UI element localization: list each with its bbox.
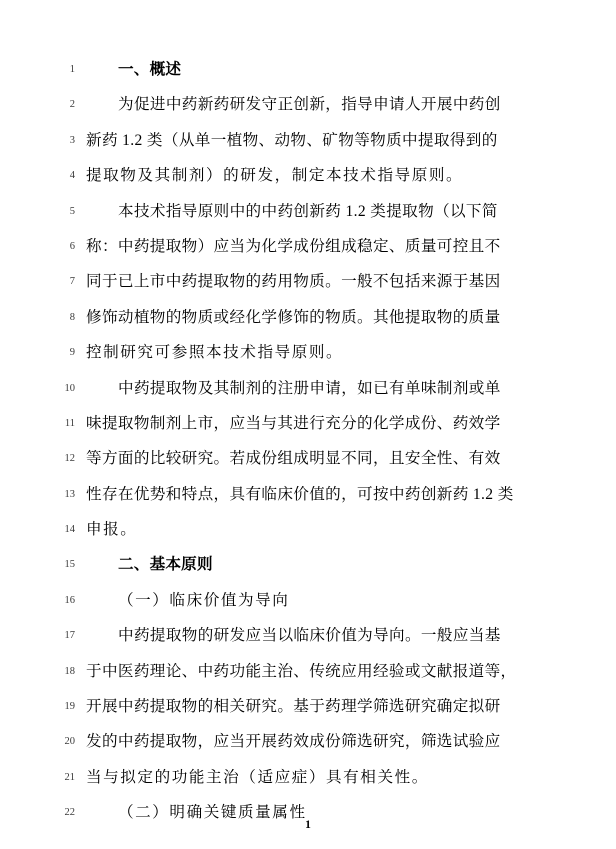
line-number: 19 bbox=[64, 701, 75, 713]
line-text: 同于已上市中药提取物的药用物质。一般不包括来源于基因 bbox=[86, 273, 501, 291]
text-line bbox=[69, 264, 558, 299]
line-number: 8 bbox=[69, 311, 75, 323]
line-text: 开展中药提取物的相关研究。基于药理学筛选研究确定拟研 bbox=[86, 698, 501, 716]
line-text: （一）临床价值为导向 bbox=[118, 591, 290, 609]
line-text: 本技术指导原则中的中药创新药 1.2 类提取物（以下简 bbox=[118, 202, 498, 220]
line-text: 性存在优势和特点，具有临床价值的，可按中药创新药 1.2 类 bbox=[86, 485, 514, 503]
line-number: 15 bbox=[64, 559, 75, 571]
line-text: 味提取物制剂上市，应当与其进行充分的化学成份、药效学 bbox=[86, 414, 501, 432]
line-number: 2 bbox=[69, 99, 75, 111]
line-number: 21 bbox=[64, 771, 75, 783]
text-line bbox=[69, 300, 558, 335]
line-number: 3 bbox=[69, 134, 75, 146]
line-number: 6 bbox=[69, 240, 75, 252]
line-text: 一、概述 bbox=[118, 61, 182, 78]
line-text: 中药提取物的研发应当以临床价值为导向。一般应当基 bbox=[118, 627, 501, 645]
line-number: 7 bbox=[69, 276, 75, 288]
text-line bbox=[69, 229, 558, 264]
text-line bbox=[64, 583, 558, 618]
line-number: 20 bbox=[64, 736, 75, 748]
text-line bbox=[64, 760, 558, 795]
line-text: 新药 1.2 类（从单一植物、动物、矿物等物质中提取得到的 bbox=[86, 131, 498, 149]
text-line bbox=[64, 689, 558, 724]
line-number: 18 bbox=[64, 665, 75, 677]
line-number: 13 bbox=[64, 488, 75, 500]
text-line bbox=[64, 547, 558, 582]
text-line bbox=[64, 441, 558, 476]
line-text: 中药提取物及其制剂的注册申请，如已有单味制剂或单 bbox=[118, 379, 501, 397]
line-text: 发的中药提取物，应当开展药效成份筛选研究，筛选试验应 bbox=[86, 733, 501, 751]
text-line bbox=[69, 52, 558, 87]
line-number: 12 bbox=[64, 453, 75, 465]
text-line bbox=[64, 654, 558, 689]
text-line bbox=[69, 123, 558, 158]
line-text: 当与拟定的功能主治（适应症）具有相关性。 bbox=[86, 768, 429, 786]
line-number: 10 bbox=[64, 382, 75, 394]
text-line bbox=[64, 512, 558, 547]
page-number: 1 bbox=[305, 819, 311, 831]
text-line bbox=[64, 724, 558, 759]
line-number: 1 bbox=[69, 64, 75, 75]
line-number: 22 bbox=[64, 807, 75, 819]
line-text: 为促进中药新药研发守正创新，指导申请人开展中药创 bbox=[118, 96, 501, 114]
document-body bbox=[64, 52, 558, 831]
line-number: 11 bbox=[64, 417, 75, 429]
text-line bbox=[64, 371, 558, 406]
line-number: 4 bbox=[69, 170, 75, 182]
line-text: （二）明确关键质量属性 bbox=[118, 804, 307, 822]
line-text: 控制研究可参照本技术指导原则。 bbox=[86, 344, 344, 362]
line-number: 5 bbox=[69, 205, 75, 217]
line-text: 提取物及其制剂）的研发，制定本技术指导原则。 bbox=[86, 167, 464, 185]
line-text: 申报。 bbox=[86, 521, 138, 539]
line-number: 14 bbox=[64, 524, 75, 536]
text-line bbox=[64, 618, 558, 653]
line-number: 9 bbox=[69, 347, 75, 359]
line-number: 17 bbox=[64, 630, 75, 642]
text-line bbox=[64, 406, 558, 441]
text-line bbox=[69, 335, 558, 370]
text-line bbox=[69, 158, 558, 193]
line-text: 等方面的比较研究。若成份组成明显不同，且安全性、有效 bbox=[86, 450, 501, 468]
line-text: 二、基本原则 bbox=[118, 556, 213, 574]
line-number: 16 bbox=[64, 594, 75, 606]
line-text: 于中医药理论、中药功能主治、传统应用经验或文献报道等， bbox=[86, 662, 517, 680]
line-text: 修饰动植物的物质或经化学修饰的物质。其他提取物的质量 bbox=[86, 308, 501, 326]
text-line bbox=[64, 477, 558, 512]
text-line bbox=[69, 194, 558, 229]
text-line bbox=[69, 87, 558, 122]
line-text: 称：中药提取物）应当为化学成份组成稳定、质量可控且不 bbox=[86, 237, 501, 255]
